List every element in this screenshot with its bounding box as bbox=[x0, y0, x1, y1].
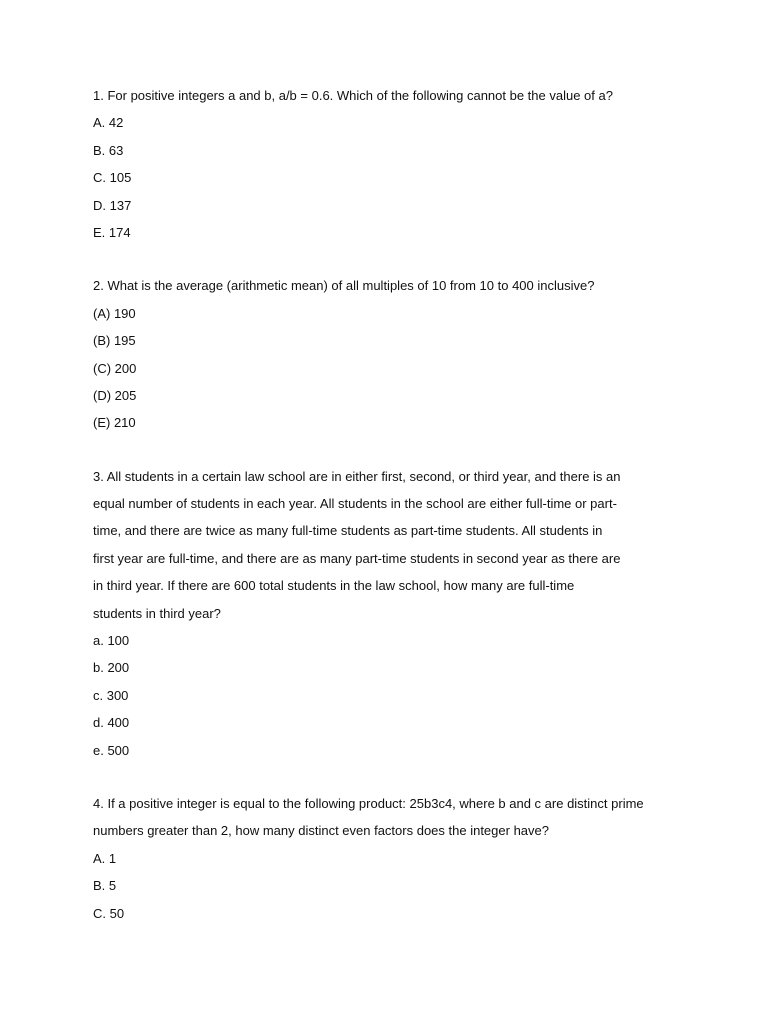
question-3-stem-line: first year are full-time, and there are as many part-time students in second year as there are bbox=[93, 550, 621, 566]
question-3-option-c: c. 300 bbox=[93, 687, 129, 703]
question-1-option-d: D. 137 bbox=[93, 197, 132, 213]
question-3-stem-line: time, and there are twice as many full-time students as part-time students. All students in bbox=[93, 523, 603, 539]
question-3 bbox=[93, 463, 693, 764]
question-4-stem-line: numbers greater than 2, how many distinct even factors does the integer have? bbox=[93, 823, 549, 839]
question-2 bbox=[93, 272, 693, 436]
question-2-stem: 2. What is the average (arithmetic mean) of all multiples of 10 from 10 to 400 inclusive? bbox=[93, 278, 595, 294]
question-2-option-b: (B) 195 bbox=[93, 333, 136, 349]
question-3-option-a: a. 100 bbox=[93, 633, 130, 649]
question-1-option-b: B. 63 bbox=[93, 142, 124, 158]
question-2-option-e: (E) 210 bbox=[93, 415, 136, 431]
question-1-option-a: A. 42 bbox=[93, 115, 124, 131]
question-2-option-d: (D) 205 bbox=[93, 387, 137, 403]
question-1-option-e: E. 174 bbox=[93, 224, 131, 240]
question-1-stem: 1. For positive integers a and b, a/b = 0.6. Which of the following cannot be the value of a? bbox=[93, 88, 613, 103]
question-3-stem-line: 3. All students in a certain law school are in either first, second, or third year, and there is an bbox=[93, 468, 621, 484]
question-3-stem-line: in third year. If there are 600 total students in the law school, how many are full-time bbox=[93, 578, 575, 594]
question-4-stem-line: 4. If a positive integer is equal to the following product: 25b3c4, where b and c are distinct prime bbox=[93, 795, 644, 811]
question-3-option-d: d. 400 bbox=[93, 715, 130, 731]
question-3-option-e: e. 500 bbox=[93, 742, 130, 758]
question-3-stem-line: equal number of students in each year. All students in the school are either full-time or part- bbox=[93, 496, 617, 512]
document-page bbox=[93, 82, 693, 953]
question-1 bbox=[93, 82, 693, 246]
question-4 bbox=[93, 790, 693, 927]
question-3-stem-line: students in third year? bbox=[93, 605, 221, 621]
question-2-option-a: (A) 190 bbox=[93, 305, 136, 321]
question-4-option-b: B. 5 bbox=[93, 878, 117, 894]
question-1-option-c: C. 105 bbox=[93, 170, 132, 186]
question-4-option-a: A. 1 bbox=[93, 850, 117, 866]
question-4-option-c: C. 50 bbox=[93, 905, 125, 921]
question-2-option-c: (C) 200 bbox=[93, 360, 137, 376]
question-3-option-b: b. 200 bbox=[93, 660, 130, 676]
